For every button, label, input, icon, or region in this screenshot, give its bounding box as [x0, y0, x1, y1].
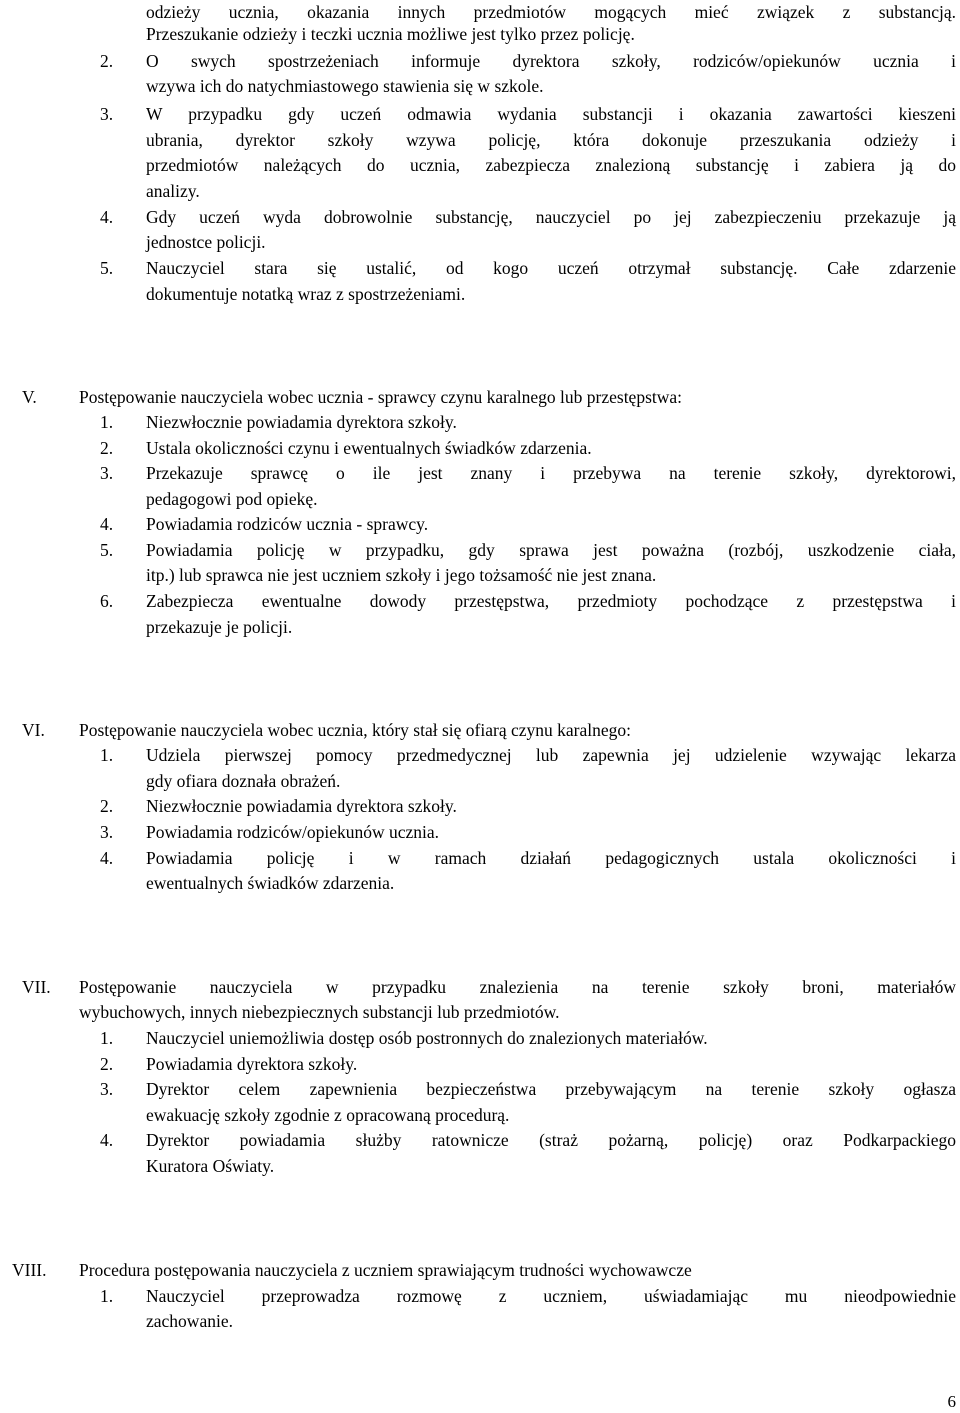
section-title: Procedura postępowania nauczyciela z uczniem sprawiającym trudności wychowawcze — [79, 1260, 692, 1280]
item-text: pedagogowi pod opiekę. — [146, 489, 318, 509]
item-number: 1. — [100, 1028, 114, 1048]
item-number: 1. — [100, 412, 114, 432]
item-text: analizy. — [146, 181, 200, 201]
item-text: itp.) lub sprawca nie jest uczniem szkoły i jego tożsamość nie jest znana. — [146, 565, 657, 585]
section-title: Postępowanie nauczyciela wobec ucznia, który stał się ofiarą czynu karalnego: — [79, 720, 631, 740]
item-number: 5. — [100, 540, 114, 560]
item-text: Nauczyciel stara się ustalić, od kogo uczeń otrzymał substancję. Całe zdarzenie — [146, 258, 956, 278]
item-text: Powiadamia rodziców/opiekunów ucznia. — [146, 822, 440, 842]
item-number: 4. — [100, 1130, 114, 1150]
item-text: Dyrektor celem zapewnienia bezpieczeństwa przebywającym na terenie szkoły ogłasza — [146, 1079, 956, 1099]
item-text: gdy ofiara doznała obrażeń. — [146, 771, 341, 791]
item-text: przekazuje je policji. — [146, 617, 293, 637]
item-number: 1. — [100, 745, 114, 765]
item-text: ewentualnych świadków zdarzenia. — [146, 873, 395, 893]
section-number: VIII. — [12, 1260, 47, 1280]
item-text: przedmiotów należących do ucznia, zabezpiecza znalezioną substancję i zabiera ją do — [146, 155, 956, 175]
item-number: 3. — [100, 104, 114, 124]
item-text: Powiadamia policję i w ramach działań pedagogicznych ustala okoliczności i — [146, 848, 956, 868]
item-number: 4. — [100, 848, 114, 868]
item-text: ubrania, dyrektor szkoły wzywa policję, która dokonuje przeszukania odzieży i — [146, 130, 956, 150]
item-text: Ustala okoliczności czynu i ewentualnych świadków zdarzenia. — [146, 438, 592, 458]
item-number: 4. — [100, 207, 114, 227]
item-text: ewakuację szkoły zgodnie z opracowaną procedurą. — [146, 1105, 510, 1125]
item-text: O swych spostrzeżeniach informuje dyrektora szkoły, rodziców/opiekunów ucznia i — [146, 51, 956, 71]
item-text: Zabezpiecza ewentualne dowody przestępstwa, przedmioty pochodzące z przestępstwa i — [146, 591, 956, 611]
item-text: jednostce policji. — [146, 232, 266, 252]
item-number: 2. — [100, 796, 114, 816]
item-text: zachowanie. — [146, 1311, 233, 1331]
item-text: Nauczyciel uniemożliwia dostęp osób postronnych do znalezionych materiałów. — [146, 1028, 708, 1048]
item-number: 6. — [100, 591, 114, 611]
text-line: Przeszukanie odzieży i teczki ucznia możliwe jest tylko przez policję. — [146, 24, 635, 44]
item-number: 1. — [100, 1286, 114, 1306]
item-number: 3. — [100, 1079, 114, 1099]
item-text: dokumentuje notatką wraz z spostrzeżeniami. — [146, 284, 466, 304]
section-number: V. — [22, 387, 37, 407]
item-text: Nauczyciel przeprowadza rozmowę z uczniem, uświadamiając mu nieodpowiednie — [146, 1286, 956, 1306]
item-number: 3. — [100, 822, 114, 842]
item-number: 2. — [100, 1054, 114, 1074]
item-number: 4. — [100, 514, 114, 534]
item-text: Niezwłocznie powiadamia dyrektora szkoły. — [146, 412, 457, 432]
item-text: Przekazuje sprawcę o ile jest znany i przebywa na terenie szkoły, dyrektorowi, — [146, 463, 956, 483]
item-text: Udziela pierwszej pomocy przedmedycznej lub zapewnia jej udzielenie wzywając lekarza — [146, 745, 956, 765]
item-text: Kuratora Oświaty. — [146, 1156, 275, 1176]
section-title: Postępowanie nauczyciela wobec ucznia - sprawcy czynu karalnego lub przestępstwa: — [79, 387, 683, 407]
section-title: wybuchowych, innych niebezpiecznych substancji lub przedmiotów. — [79, 1002, 560, 1022]
item-text: Powiadamia rodziców ucznia - sprawcy. — [146, 514, 429, 534]
item-number: 2. — [100, 51, 114, 71]
item-number: 5. — [100, 258, 114, 278]
item-number: 3. — [100, 463, 114, 483]
section-title: Postępowanie nauczyciela w przypadku znalezienia na terenie szkoły broni, materiałów — [79, 977, 956, 997]
section-number: VI. — [22, 720, 45, 740]
item-text: Niezwłocznie powiadamia dyrektora szkoły. — [146, 796, 457, 816]
section-number: VII. — [22, 977, 51, 997]
item-text: W przypadku gdy uczeń odmawia wydania substancji i okazania zawartości kieszeni — [146, 104, 956, 124]
item-text: Dyrektor powiadamia służby ratownicze (straż pożarną, policję) oraz Podkarpackiego — [146, 1130, 956, 1150]
item-text: Powiadamia policję w przypadku, gdy sprawa jest poważna (rozbój, uszkodzenie ciała, — [146, 540, 956, 560]
page-number: 6 — [947, 1392, 956, 1411]
text-line: odzieży ucznia, okazania innych przedmiotów mogących mieć związek z substancją. — [146, 2, 956, 22]
item-text: Gdy uczeń wyda dobrowolnie substancję, nauczyciel po jej zabezpieczeniu przekazuje ją — [146, 207, 956, 227]
item-text: Powiadamia dyrektora szkoły. — [146, 1054, 358, 1074]
item-number: 2. — [100, 438, 114, 458]
item-text: wzywa ich do natychmiastowego stawienia się w szkole. — [146, 76, 544, 96]
